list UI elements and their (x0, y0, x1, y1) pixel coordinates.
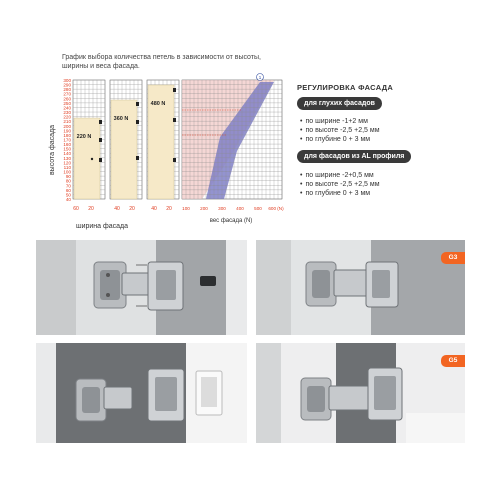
y-tick-label: 60 (65, 187, 71, 193)
list-item: • по ширине -2+0,5 мм (300, 171, 380, 180)
y-axis-ticks (63, 78, 71, 202)
weight-tick-label: 100 (182, 206, 190, 211)
hinge-marker (173, 88, 176, 92)
width-tick-label: 20 (166, 206, 172, 212)
al-profile-label: для фасадов из AL профиля (297, 150, 411, 163)
hinge-marker (136, 120, 139, 124)
adjustment-title: РЕГУЛИРОВКА ФАСАДА (297, 83, 394, 92)
width-tick-label: 20 (88, 206, 94, 212)
y-tick-label: 200 (63, 123, 71, 129)
badge-g3: G3 (441, 252, 465, 264)
hinge-marker (99, 158, 102, 162)
y-tick-label: 110 (63, 164, 71, 170)
chart-title: График выбора количества петель в зависимости от высоты, ширины и веса фасада. (62, 54, 261, 70)
list-item: • по глубине 0 + 3 мм (300, 189, 380, 198)
y-tick-label: 50 (65, 192, 71, 198)
panel-weight-label: 480 N (150, 101, 166, 107)
width-panel (73, 80, 105, 199)
list-item: • по высоте -2,5 +2,5 мм (300, 126, 380, 135)
y-tick-label: 180 (63, 132, 71, 138)
y-tick-label: 240 (63, 105, 71, 111)
y-tick-label: 100 (63, 169, 71, 175)
y-tick-label: 80 (65, 178, 71, 184)
solid-adjustment-list (300, 117, 380, 144)
width-tick-label: 40 (151, 206, 157, 212)
y-axis-label: высота фасада (49, 124, 56, 176)
panel-weight-label: 220 N (76, 134, 92, 140)
y-tick-label: 220 (63, 114, 71, 120)
width-axis-ticks (73, 206, 172, 212)
width-panel (110, 80, 142, 199)
weight-tick-label: 200 (200, 206, 208, 211)
y-tick-label: 90 (65, 174, 71, 180)
y-tick-label: 260 (63, 96, 71, 102)
photo-hinge-assembled-g3 (256, 240, 465, 335)
y-tick-label: 120 (63, 160, 71, 166)
weight-panel (182, 74, 282, 200)
y-tick-label: 70 (65, 183, 71, 189)
chart-point (91, 158, 93, 160)
hinge-marker (136, 102, 139, 106)
y-tick-label: 230 (63, 110, 71, 116)
panel-weight-label: 360 N (113, 116, 129, 122)
weight-tick-label: 400 (236, 206, 244, 211)
y-tick-label: 300 (63, 78, 71, 83)
y-tick-label: 250 (63, 100, 71, 106)
photo-hinge-exploded (36, 240, 247, 335)
al-adjustment-list (300, 171, 380, 198)
y-tick-label: 190 (63, 128, 71, 134)
weight-tick-label: 500 (254, 206, 262, 211)
photo-hinge-al-exploded (36, 343, 247, 443)
y-tick-label: 140 (63, 151, 71, 157)
weight-tick-label: 600 (N) (268, 206, 284, 211)
y-tick-label: 280 (63, 87, 71, 93)
weight-axis-ticks (182, 206, 284, 211)
hinge-selection-chart (0, 0, 300, 235)
hinge-marker (136, 156, 139, 160)
width-axis-label: ширина фасада (75, 223, 129, 230)
weight-axis-label: вес фасада (N) (209, 218, 253, 224)
width-tick-label: 40 (114, 206, 120, 212)
width-tick-label: 60 (73, 206, 79, 212)
hinge-marker (99, 120, 102, 124)
y-tick-label: 150 (63, 146, 71, 152)
y-tick-label: 290 (63, 82, 71, 88)
y-tick-label: 40 (65, 197, 71, 202)
y-tick-label: 170 (63, 137, 71, 143)
y-tick-label: 270 (63, 91, 71, 97)
hinge-marker (99, 138, 102, 142)
y-tick-label: 130 (63, 155, 71, 161)
solid-facade-label: для глухих фасадов (297, 97, 382, 110)
width-tick-label: 20 (129, 206, 135, 212)
hinge-marker (173, 158, 176, 162)
list-item: • по ширине -1+2 мм (300, 117, 380, 126)
y-tick-label: 160 (63, 142, 71, 148)
badge-g5: G5 (441, 355, 465, 367)
marker-label: 1 (258, 74, 262, 80)
list-item: • по высоте -2,5 +2,5 мм (300, 180, 380, 189)
hinge-marker (173, 118, 176, 122)
photo-hinge-al-assembled-g5 (256, 343, 465, 443)
width-panels (73, 80, 179, 199)
y-tick-label: 210 (63, 119, 71, 125)
list-item: • по глубине 0 + 3 мм (300, 135, 380, 144)
weight-tick-label: 300 (218, 206, 226, 211)
width-panel (147, 80, 179, 199)
